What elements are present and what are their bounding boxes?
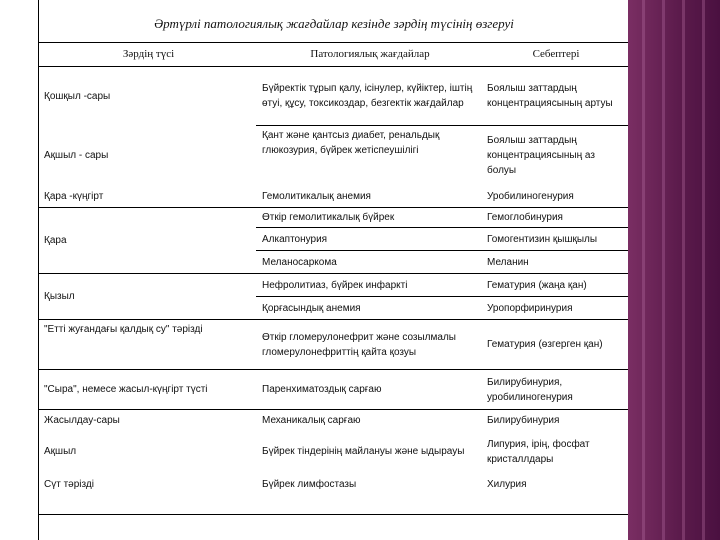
decorative-sidebar — [628, 0, 720, 540]
condition-cell: Бүйректік тұрып қалу, ісінулер, күйіктер, іштің өтуі, құсу, токсикоздар, безгектік жағдайлар — [256, 67, 481, 126]
cause-cell: Билирубинурия — [481, 410, 628, 432]
table-row — [38, 186, 628, 208]
condition-cell: Қант және қантсыз диабет, ренальдық глюкозурия, бүйрек жетіспеушілігі — [256, 126, 481, 186]
condition-cell: Паренхиматоздық сарғаю — [256, 370, 481, 410]
condition-cell: Бүйрек лимфостазы — [262, 478, 357, 490]
cause-cell: Меланин — [481, 251, 628, 274]
urine-color-table — [38, 42, 628, 497]
urine-color-cell: Қара -күңгірт — [44, 190, 104, 202]
cause-cell: Боялыш заттардың концентрациясының артуы — [481, 67, 628, 126]
condition-cell: Нефролитиаз, бүйрек инфаркті — [256, 274, 481, 297]
condition-cell: Бүйрек тіндерінің майлануы және ыдырауы — [262, 446, 465, 457]
cause-cell: Гематурия (жаңа қан) — [481, 274, 628, 297]
condition-cell: Алкаптонурия — [256, 228, 481, 251]
cause-cell: Гомогентизин қышқылы — [481, 228, 628, 251]
table-row — [38, 370, 628, 410]
column-header: Себептері — [481, 43, 628, 67]
cause-cell: Липурия, ірің, фосфат кристаллдары — [487, 438, 590, 465]
table-row — [38, 208, 628, 228]
cause-cell: Боялыш заттардың концентрациясының аз болуы — [481, 126, 628, 186]
condition-cell: Меланосаркома — [256, 251, 481, 274]
table-row — [38, 410, 628, 432]
urine-color-cell: Қара — [38, 208, 256, 274]
urine-color-cell: "Сыра", немесе жасыл-күңгірт түсті — [38, 370, 256, 410]
table-row — [38, 472, 628, 497]
cause-cell: Хилурия — [487, 478, 527, 490]
condition-cell: Гемолитикалық анемия — [262, 190, 371, 202]
urine-color-cell: Ақшыл — [44, 446, 77, 457]
cause-cell: Гематурия (өзгерген қан) — [481, 320, 628, 370]
urine-color-cell: Жасылдау-сары — [38, 410, 256, 432]
cause-cell: Гемоглобинурия — [481, 208, 628, 228]
urine-color-cell: "Етті жуғандағы қалдық су" тәрізді — [38, 320, 256, 370]
urine-color-cell: Ақшыл - сары — [44, 150, 109, 161]
table-row — [38, 126, 628, 186]
table-row — [38, 320, 628, 370]
cause-cell: Уропорфиринурия — [481, 297, 628, 320]
column-header: Зәрдің түсі — [38, 43, 256, 67]
condition-cell: Өткір гемолитикалық бүйрек — [256, 208, 481, 228]
table-row — [38, 432, 628, 472]
cause-cell: Билирубинурия, уробилиногенурия — [481, 370, 628, 410]
cause-cell: Уробилиногенурия — [487, 190, 574, 202]
table-header-row — [38, 43, 628, 67]
table-bottom-border — [38, 514, 628, 515]
urine-color-cell: Сүт тәрізді — [44, 478, 94, 490]
urine-color-cell: Қошқыл -сары — [38, 67, 256, 126]
urine-color-cell: Қызыл — [38, 274, 256, 320]
page-title: Әртүрлі патологиялық жағдайлар кезінде зәрдің түсінің өзгеруі — [154, 16, 514, 31]
table-row — [38, 67, 628, 126]
condition-cell: Механикалық сарғаю — [256, 410, 481, 432]
condition-cell: Қорғасындық анемия — [256, 297, 481, 320]
table-row — [38, 274, 628, 297]
condition-cell: Өткір гломерулонефрит және созылмалы гломерулонефриттің қайта қозуы — [256, 320, 481, 370]
column-header: Патологиялық жағдайлар — [256, 43, 481, 67]
